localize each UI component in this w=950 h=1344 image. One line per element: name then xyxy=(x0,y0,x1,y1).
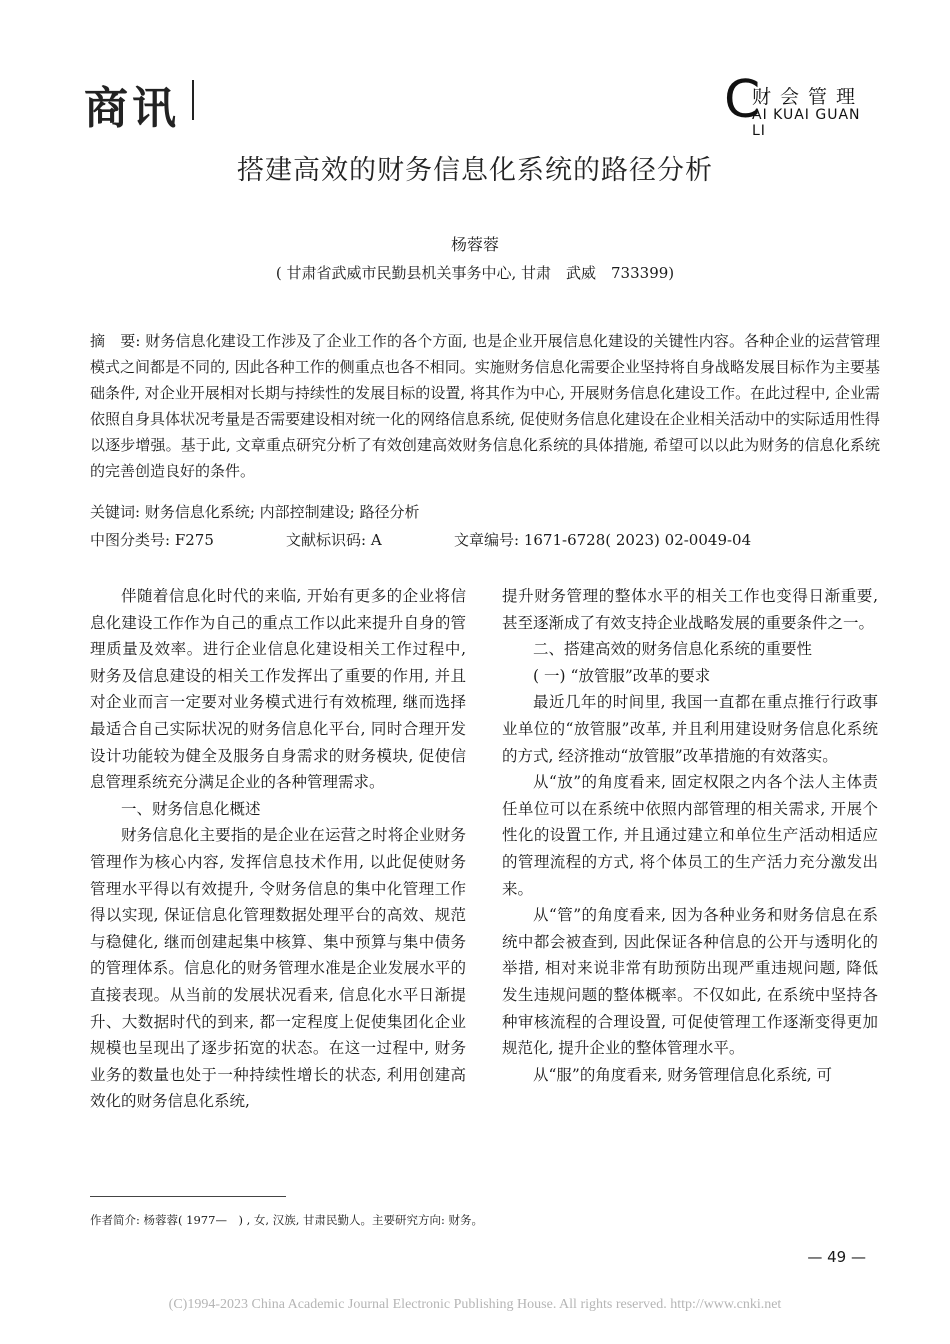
logo-divider xyxy=(192,80,194,120)
footnote-divider xyxy=(90,1196,286,1197)
page-number: — 49 — xyxy=(807,1248,866,1266)
section-heading: 一、财务信息化概述 xyxy=(121,799,261,818)
section-logo-cn: 财会管理 xyxy=(752,86,865,108)
keywords: 关键词: 财务信息化系统; 内部控制建设; 路径分析 xyxy=(90,503,420,521)
body-column-right xyxy=(502,583,878,1088)
copyright-watermark: (C)1994-2023 China Academic Journal Electronic Publishing House. All rights reserved. http://www.cnki.net xyxy=(168,1297,782,1312)
section-logo-letter: C xyxy=(724,70,761,130)
section-logo-en: AI KUAI GUAN LI xyxy=(752,107,861,139)
section-heading: 二、搭建高效的财务信息化系统的重要性 xyxy=(533,640,813,659)
paragraph: 伴随着信息化时代的来临, 开始有更多的企业将信息化建设工作作为自己的重点工作以此来提升自身的管理质量及效率。进行企业信息化建设相关工作过程中, 财务及信息建设的相关工作发挥出了重要的作用, 并且对企业而言一定要对业务模式进行有效梳理, 继而选择最适合自己实际状况的财务信息化平台, 同时合理开发设计功能较为健全及服务自身需求的财务模块, 促使信息管理系统充分满足企业的各种管理需求。 xyxy=(90,587,466,792)
article-title: 搭建高效的财务信息化系统的路径分析 xyxy=(237,155,713,186)
paragraph: 从“放”的角度看来, 固定权限之内各个法人主体责任单位可以在系统中依照内部管理的相关需求, 开展个性化的设置工作, 并且通过建立和单位生产活动相适应的管理流程的方式, 将个体员工的生产活力充分激发出来。 xyxy=(502,773,878,898)
paragraph: 财务信息化主要指的是企业在运营之时将企业财务管理作为核心内容, 发挥信息技术作用, 以此促使财务管理水平得以有效提升, 令财务信息的集中化管理工作得以实现, 保证信息化管理数据处理平台的高效、规范与稳健化, 继而创建起集中核算、集中预算与集中债务的管理体系。信息化的财务管理水准是企业发展水平的直接表现。从当前的发展状况看来, 信息化水平日渐提升、大数据时代的到来, 都一定程度上促使集团化企业规模也呈现出了逐步拓宽的状态。在这一过程中, 财务业务的数量也处于一种持续性增长的状态, 利用创建高效化的财务信息化系统, xyxy=(90,826,466,1111)
author-affiliation: ( 甘肃省武威市民勤县机关事务中心, 甘肃 武威 733399) xyxy=(275,264,675,282)
paragraph: 提升财务管理的整体水平的相关工作也变得日渐重要, 甚至逐渐成了有效支持企业战略发展的重要条件之一。 xyxy=(502,587,878,632)
classification-line xyxy=(90,528,880,552)
body-column-left xyxy=(90,583,466,1115)
section-logo-caikuai xyxy=(724,70,874,139)
paragraph: 最近几年的时间里, 我国一直都在重点推行行政事业单位的“放管服”改革, 并且利用建设财务信息化系统的方式, 经济推动“放管服”改革措施的有效落实。 xyxy=(502,693,878,765)
paragraph: 从“管”的角度看来, 因为各种业务和财务信息在系统中都会被查到, 因此保证各种信息的公开与透明化的举措, 相对来说非常有助预防出现严重违规问题, 降低发生违规问题的整体概率。不仅如此, 在系统中坚持各种审核流程的合理设置, 可促使管理工作逐渐变得更加规范化, 提升企业的整体管理水平。 xyxy=(502,906,878,1058)
abstract: 摘 要: 财务信息化建设工作涉及了企业工作的各个方面, 也是企业开展信息化建设的关键性内容。各种企业的运营管理模式之间都是不同的, 因此各种工作的侧重点也各不相同。实施财务信息化需要企业坚持将自身战略发展目标作为主要基础条件, 对企业开展相对长期与持续性的发展目标的设置, 将其作为中心, 开展财务信息化建设工作。在此过程中, 企业需依照自身具体状况考量是否需要建设相对统一化的网络信息系统, 促使财务信息化建设在企业相关活动中的实际适用性得以逐步增强。基于此, 文章重点研究分析了有效创建高效财务信息化系统的具体措施, 希望可以以此为财务的信息化系统的完善创造良好的条件。 xyxy=(90,332,880,480)
journal-logo-shangxun: 商讯 xyxy=(84,83,180,134)
article-number: 文章编号: 1671-6728( 2023) 02-0049-04 xyxy=(454,531,752,549)
document-code: 文献标识码: A xyxy=(286,531,382,549)
paragraph: 从“服”的角度看来, 财务管理信息化系统, 可 xyxy=(533,1065,833,1084)
subsection-heading: ( 一) “放管服”改革的要求 xyxy=(533,666,711,685)
author-footnote: 作者简介: 杨蓉蓉( 1977— ) , 女, 汉族, 甘肃民勤人。主要研究方向: 财务。 xyxy=(90,1213,484,1227)
article-author: 杨蓉蓉 xyxy=(450,235,499,254)
clc-number: 中图分类号: F275 xyxy=(90,531,214,549)
